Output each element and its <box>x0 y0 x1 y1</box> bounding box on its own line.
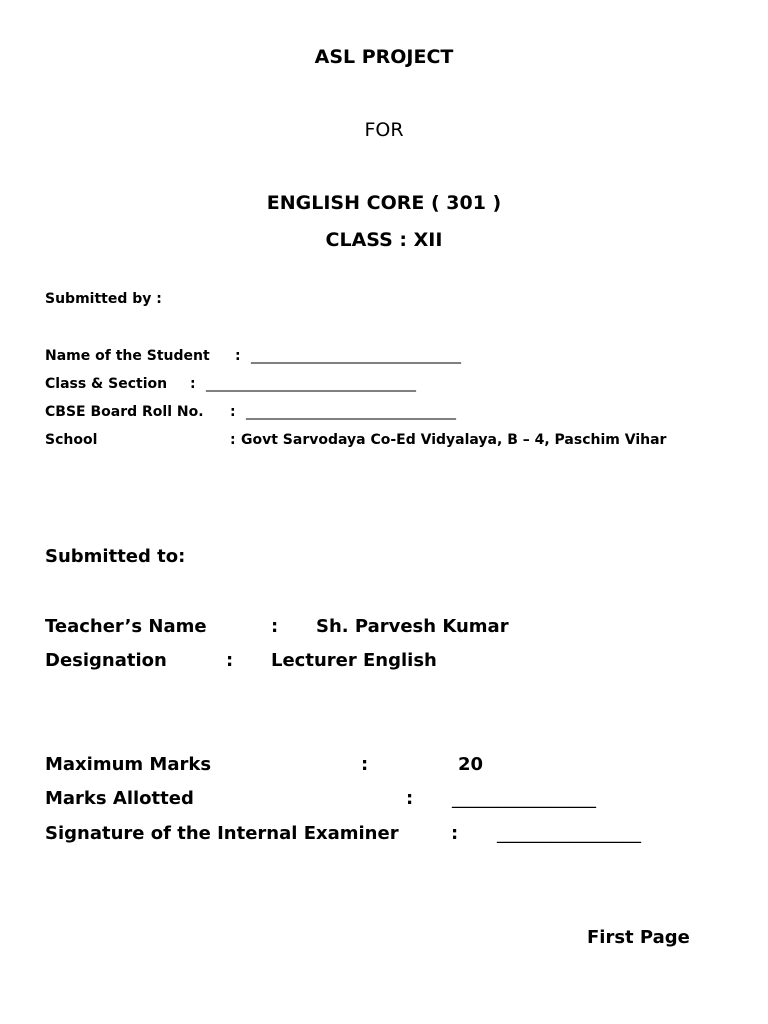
student-name-blank[interactable]: ______________________________ <box>251 348 461 364</box>
signature-colon: : <box>451 823 459 844</box>
submitted-to-label: Submitted to: <box>45 546 186 567</box>
school-value: Govt Sarvodaya Co-Ed Vidyalaya, B – 4, Paschim Vihar <box>241 432 667 448</box>
teacher-label: Teacher’s Name <box>45 616 207 637</box>
marks-allotted-colon: : <box>406 788 414 809</box>
student-name-label: Name of the Student <box>45 348 210 364</box>
school-label: School <box>45 432 98 448</box>
roll-number-blank[interactable]: ______________________________ <box>246 404 456 420</box>
maximum-marks-colon: : <box>361 754 369 775</box>
designation-colon: : <box>226 650 234 671</box>
student-name-colon: : <box>235 348 241 364</box>
class-title: CLASS : XII <box>325 229 443 251</box>
page-label: First Page <box>587 927 690 948</box>
teacher-value: Sh. Parvesh Kumar <box>316 616 509 637</box>
subject-title: ENGLISH CORE ( 301 ) <box>266 192 502 214</box>
signature-label: Signature of the Internal Examiner <box>45 823 399 844</box>
marks-allotted-label: Marks Allotted <box>45 788 194 809</box>
class-section-blank[interactable]: ______________________________ <box>206 376 416 392</box>
class-section-label: Class & Section <box>45 376 168 392</box>
roll-number-label: CBSE Board Roll No. <box>45 404 204 420</box>
marks-allotted-blank[interactable]: ________________ <box>452 788 596 809</box>
class-section-colon: : <box>190 376 196 392</box>
submitted-by-label: Submitted by : <box>45 291 162 307</box>
signature-blank[interactable]: ________________ <box>497 823 641 844</box>
maximum-marks-label: Maximum Marks <box>45 754 212 775</box>
school-colon: : <box>230 432 236 448</box>
project-title: ASL PROJECT <box>314 46 454 68</box>
roll-number-colon: : <box>230 404 236 420</box>
for-label: FOR <box>364 119 404 141</box>
designation-label: Designation <box>45 650 167 671</box>
designation-value: Lecturer English <box>271 650 437 671</box>
teacher-colon: : <box>271 616 279 637</box>
maximum-marks-value: 20 <box>458 754 484 775</box>
